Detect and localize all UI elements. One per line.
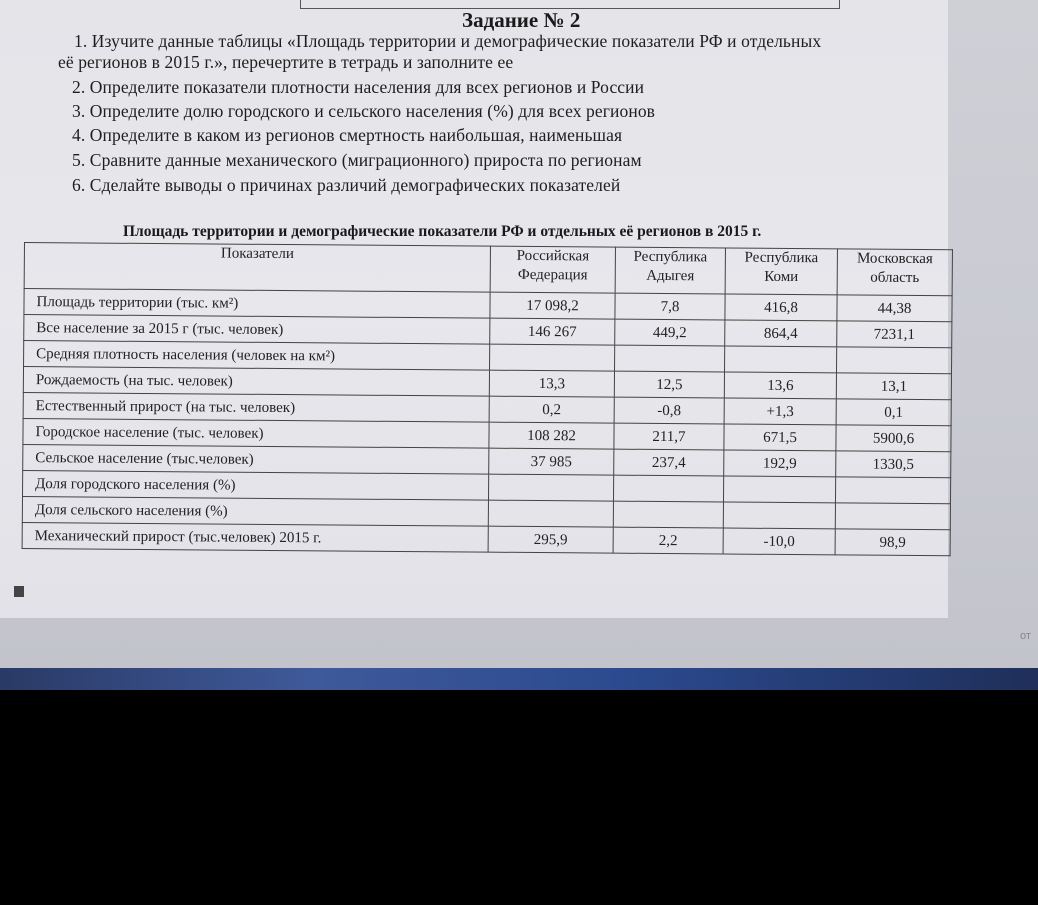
- header-indicators: Показатели: [24, 243, 490, 293]
- cell-komi: 864,4: [725, 320, 837, 347]
- cell-russia: [488, 500, 613, 527]
- cell-adygea: 211,7: [614, 423, 724, 450]
- row-label: Все население за 2015 г (тыс. человек): [24, 315, 490, 345]
- row-label: Доля сельского населения (%): [22, 496, 488, 526]
- cell-adygea: 449,2: [615, 319, 725, 346]
- cell-moscow-oblast: 98,9: [835, 529, 950, 556]
- task-line-2: 2. Определите показатели плотности населения для всех регионов и России: [72, 77, 645, 97]
- cell-russia: 17 098,2: [490, 292, 615, 319]
- cell-adygea: 12,5: [614, 371, 724, 398]
- cell-adygea: [613, 501, 723, 528]
- corner-text: от: [1020, 630, 1031, 642]
- table-caption: Площадь территории и демографические показатели РФ и отдельных её регионов в 2015 г.: [123, 223, 762, 240]
- row-label: Площадь территории (тыс. км²): [24, 289, 490, 319]
- cell-russia: 146 267: [490, 318, 615, 345]
- cell-komi: [723, 502, 835, 529]
- row-label: Доля городского населения (%): [23, 470, 489, 500]
- cell-komi: +1,3: [724, 398, 836, 425]
- cell-adygea: -0,8: [614, 397, 724, 424]
- task-line-6: 6. Сделайте выводы о причинах различий демографических показателей: [72, 175, 621, 195]
- cell-adygea: 2,2: [613, 527, 723, 554]
- row-label: Сельское население (тыс.человек): [23, 444, 489, 474]
- header-russia: Российская Федерация: [490, 246, 615, 293]
- cell-komi: [725, 346, 837, 373]
- header-adygea: Республика Адыгея: [615, 247, 725, 294]
- cell-russia: 13,3: [489, 370, 614, 397]
- cell-komi: [723, 476, 835, 503]
- cell-komi: -10,0: [723, 528, 835, 555]
- task-line-1-cont: её регионов в 2015 г.», перечертите в тетрадь и заполните ее: [58, 52, 514, 72]
- cell-adygea: [615, 345, 725, 372]
- cell-moscow-oblast: [835, 503, 950, 530]
- cell-adygea: 7,8: [615, 293, 725, 320]
- task-line-1: 1. Изучите данные таблицы «Площадь территории и демографические показатели РФ и отдельных: [74, 31, 822, 51]
- row-label: Городское население (тыс. человек): [23, 418, 489, 448]
- demographics-table: [22, 242, 953, 556]
- cell-komi: 671,5: [724, 424, 836, 451]
- taskbar: [0, 668, 1038, 690]
- task-line-3: 3. Определите долю городского и сельского населения (%) для всех регионов: [72, 101, 656, 121]
- cell-russia: 108 282: [489, 422, 614, 449]
- row-label: Механический прирост (тыс.человек) 2015 г.: [22, 522, 488, 552]
- cell-moscow-oblast: [835, 477, 950, 504]
- cell-adygea: [613, 475, 723, 502]
- cell-moscow-oblast: 7231,1: [837, 321, 952, 348]
- cell-adygea: 237,4: [614, 449, 724, 476]
- cell-komi: 416,8: [725, 294, 837, 321]
- header-komi: Республика Коми: [725, 248, 837, 295]
- row-label: Естественный прирост (на тыс. человек): [23, 392, 489, 422]
- cell-moscow-oblast: 0,1: [836, 399, 951, 426]
- cell-komi: 192,9: [724, 450, 836, 477]
- table-header-row: [24, 243, 952, 296]
- row-label: Рождаемость (на тыс. человек): [23, 367, 489, 397]
- cell-komi: 13,6: [724, 372, 836, 399]
- cell-russia: [488, 474, 613, 501]
- task-line-4: 4. Определите в каком из регионов смертность наибольшая, наименьшая: [72, 125, 623, 145]
- cell-moscow-oblast: 1330,5: [836, 451, 951, 478]
- cell-russia: 0,2: [489, 396, 614, 423]
- task-line-5: 5. Сравните данные механического (миграционного) прироста по регионам: [72, 150, 642, 170]
- cell-russia: [490, 344, 615, 371]
- cell-moscow-oblast: 5900,6: [836, 425, 951, 452]
- row-label: Средняя плотность населения (человек на км²): [24, 341, 490, 371]
- page-title: Задание № 2: [462, 8, 581, 32]
- cell-russia: 37 985: [489, 448, 614, 475]
- cell-russia: 295,9: [488, 526, 613, 553]
- cell-moscow-oblast: [836, 347, 951, 374]
- cell-moscow-oblast: 13,1: [836, 373, 951, 400]
- bookmark-icon[interactable]: [14, 586, 24, 597]
- header-moscow-oblast: Московская область: [837, 249, 952, 296]
- cell-moscow-oblast: 44,38: [837, 295, 952, 322]
